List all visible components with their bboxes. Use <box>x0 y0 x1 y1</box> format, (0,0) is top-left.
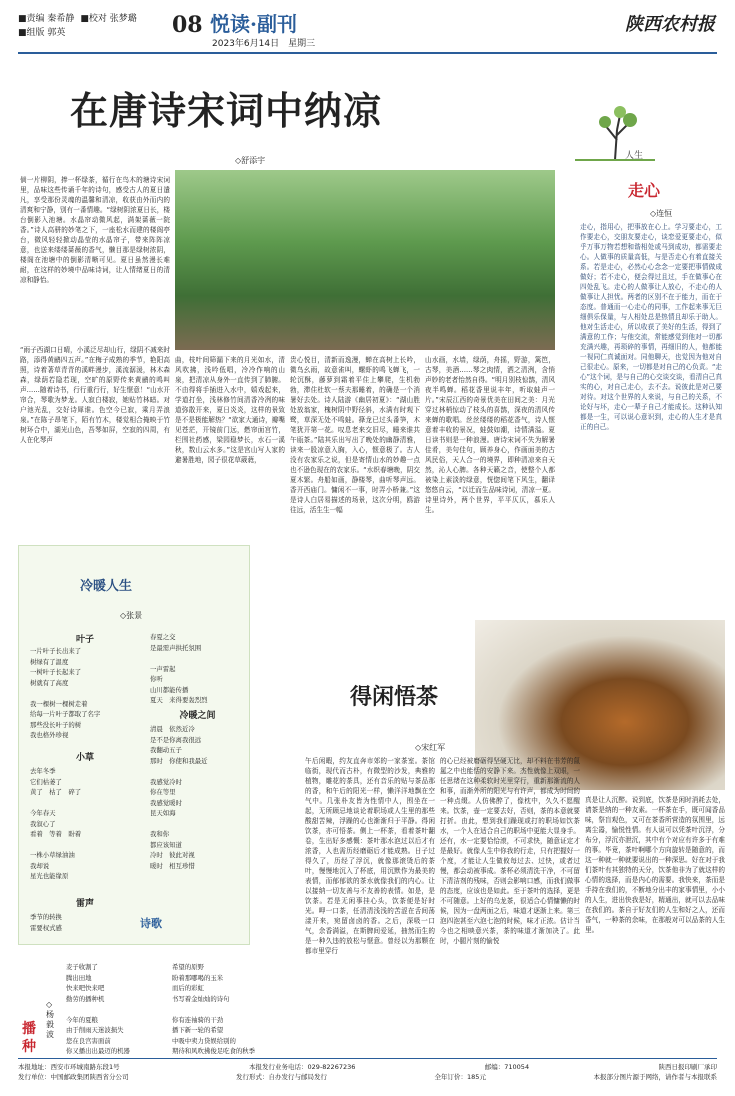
article1-col4: 贵心悦目，清新而逸漫，蝉在高树上长吟，微鸟幺雨，故意雀叫，螺虾的鸣飞蝉飞，一轮沉酥，藤萝到霜着平住上攀爬，生机勃勃，滞住杜软一蔡夫那睡着，的确是一个消暑好去处。诗人陆游《幽居初夏》：“湖山胜处放翁家，槐树阴中野径斜，水满有时观下鹭，草深无处不鸣蛙。箨龙已过头番笋，木笔犹开第一花。叹息老来交旧尽，睡来谁共午瓯茶。”陆其乐出写出了晚处的幽静清雅，读来一股凉意入胸，入心，惬意极了。古人没有农家乐之说，但是寄情山水的妙趣一点也不逊色现在的农家乐。“水织春塘晚，阴交夏木繁。舟船如画，静楼琴，曲听琴声远。香开西庙门。慵闲不一事，时弄小桥兼。”这是诗人白居易描述的场景，这次分明，鸥游往远，活生生一幅 <box>290 356 420 514</box>
poem5-title: 冷暖之间 <box>179 711 216 721</box>
footer <box>18 1062 717 1082</box>
tree-icon <box>575 100 725 170</box>
footer-phone: 本报发行业务电话：029-82267236 <box>249 1063 356 1071</box>
footer-note: 本报部分图片源于网络，请作者与本报联系 <box>593 1073 717 1081</box>
article3-col3: 真是让人沉醉。说到底，饮茶是闲时消耗去处，请茶是纳的一种友素。一杯茶在手，既可闻香品味，祭盲观色，又可在茶香所营造的氛围里，远离尘嚣，愉悦性情。有人说可以凭茶叶沉浮，分布分，浮沉亦泄沉，其中有个对应有许多于有难的事。毕竟，茶叶啊哪个方向旋转是随意的，而这一种就一种就要说出的一种深思。好在对于我们茶叶有其独特的天分，饮茶他非为了就这样的心情的选择，而是内心的需要。我快来，茶而是手持在我们的，不断地分出丰的家事情里，小小的人生，进出快我是好，精通出，就可以去品味在我们的。茶自于好友们的人生和好之人，还而香气，一种茶的余味，在那般对可以品茶的人生里。 <box>585 796 725 934</box>
footer-distributor: 发行单位：中国邮政集团陕西省分公司 <box>18 1073 129 1081</box>
poem2-title: 小草 <box>75 753 94 763</box>
section-title: 悦读·副刊 <box>210 12 297 36</box>
zouxin-author: ◇连恒 <box>650 209 673 218</box>
layout: ■组版 郭英 <box>18 28 66 38</box>
article1-col5: 山水画，水墙，绿荫，舟摇，野游，篱笆，古琴，美酒……琴之肉情，洒之清洌，含悄声妙的老者怡然自得。“明月别枝惊鹊，清风夜半鸣蝉。稻花香里说丰年，听取蛙声一片。”宋辰江西的奇景优美在田间之美：月光穿过林梢惊动了枝头的喜鹊，深夜的清风传来蝉的歌唱。丝丝缕缕的稻花香气，诗人惬意着丰收的景况，蛙鼓如潮，诗情满溢。夏日读书则是一种浪漫。唐诗宋词不失为解暑佳肴，美句佳句，顾养身心，作画面美的古风民俗，天人合一的境界，即种清凉来自天然，沁人心脾。各种天籁之音，使整个人都被染上素淡的绿意，恍惚间笔下风生，翻译悠悠自云，“以迁而生品味诗词，清凉一夏。诗里诗外，两个世界，平平仄仄，慕乐人生。 <box>425 356 555 514</box>
zouxin-label: 人生 <box>625 151 644 161</box>
article1-col3: 曲，枝叶间筛漏下来的月光如水，清风吹拂，浅吟低唱，冷冷作响的山泉，把清凉从身外一直传到了肺腑。不由得将手插进入水中，嬉戏起来，学道打坐，浅林修竹间清香冷冽的味道弥散开来，夏日炎炎，这样的景致是不是极能解热？“欲家大通诗，瓣嘴见苍茫，开镜前门远，燃帘面宫竹，栏围社药感，梁园稳梦长，水石一溪秋，数山云水多。”这是宫山写人家的避暑胜地，园子很花草葳蕤， <box>175 356 285 464</box>
footer-price: 全年订价：185元 <box>434 1073 486 1081</box>
bozhong-col2: 希望的原野 盼着那哪喝的玉米 而后的彩虹 书写着金灿灿的诗句 你有连袖骑的干劲 播下新一轮的希望 中吸中卖力贷娱给别的 期待和风吹拂俊足吃食的秋季 <box>172 963 256 1055</box>
page-number: 08 <box>172 12 203 38</box>
poem1-title: 叶子 <box>75 635 94 645</box>
header-rule <box>18 52 717 54</box>
poem3-body: 季节的转换 雷要权式感 <box>30 913 62 932</box>
bozhong-col1: 麦子收割了 腾出田地 快来吧快来吧 勤劳的播种机 今年的夏粮 由于削雨天迷波损失 您在良宫害面前 你又播出出最迈的机器 <box>66 963 130 1055</box>
poem1-body: 一片叶子长出来了 树绿有了温度 一树叶子长起来了 树就有了高度 我一棵树一棵树走着 给每一片叶子都取了名字 那些没长叶子的树 我也格外珍视 <box>30 647 101 739</box>
article3-title: 得闲悟茶 <box>350 684 439 710</box>
zouxin-title: 走心 <box>628 181 661 200</box>
footer-printer: 陕西日报印刷厂承印 <box>658 1063 717 1071</box>
poem5-body: 清晨 依然近冷 是不是你离我很远 我翻动五子 那时 你使和我最近 我感觉冷时 你在等里 我感觉暖时 昆天如海 我和你 都应该知道 冷时 彼此对视 暖时 相互珍惜 <box>150 725 208 870</box>
footer-postcode: 邮编：710054 <box>484 1063 530 1071</box>
article3-author: ◇宋红军 <box>415 743 446 752</box>
poems-title: 冷暖人生 <box>80 579 133 594</box>
bozhong-author: ◇杨毅波 <box>46 1000 54 1039</box>
bozhong-label: 播种 <box>22 1021 36 1055</box>
article3-col2: 的心已经被磨砺得坚硬无比，却不料在书芳的氤氲之中也能恬的安静下来。杰性就像上双眼，一任思绪在这种柔软时光里穿行，重新那渐流的人和事，而渐外所的阳光与有许声，都成为时间的一种点缀。人仿佛醉了，像枕中，久久不愿醒来。饮茶，壶一定要去好，否则，茶的本意就要打折。由此，想到我们躁现或打的职场如饮茶水，一个人在适合自己的职场中更能大显身手。还有，水一定要恰恰滚，不可求快，随意证定才是最好。就像人生中你我的行走，只有把握好一个度，才能让人生做攸每过去、过快，或者过慢，都会动被事成。茶杯必须清洗干净，不可留下清洁剂的残味，否则会影响口感，而我们做事的态度，应该也是如此。至于茶叶的选择，更是不可随意。上好的乌龙茶，很适合心情慵懒的时候，因为一盘两面之后，味道才逐渐上来。第三泡四泡甚至六泡七泡的时候，味才正浓。估计当今也之相映意兴茶，茶的味道才渐加决了。此时，小腿片刻的愉悦 <box>440 757 580 945</box>
article3-col1: 午后闲暇，约友直奔市郊的一家茶室。茶馆临街，现代而古朴，有微型的沙发，典雅的植物，雕花的茶具，还有音乐的贴与茶品那的香，和午后的阳光一样，懒洋洋地飘在空气中。几张朴友皆为性情中人，围坐在一起，无所顾忌地谈论着职场或人生里的那些酸甜苦辣，浮躁的心也渐渐归于平静。得闲饮茶，亦可悟茶。侧上一杯茶，看着茶叶翻卷，生出好多感慨：茶叶那水泡过以后才有浓香，人也需历经磨砺后才能成熟。日子过得久了，历经了浮沉，就像那滚烫后的茶叶，慢慢地沉入了杯底，用沉默作为最美的表情，而郁郁欲的茶水就像我们的内心。让以接纳一切友善与不友善的表情。如是，是饮茶。若是无闲事挂心头，饮茶便是好时光。呷一口茶，任清清浅浅的苦涩在舌间荡漾开来，宛留卤卤的香。之后，深吸一口气，余香满溢，在斯脾间爱延，抽然而生的是一种久违的放松与惬意。曾经以为那颗在都市里穿行 <box>305 757 435 955</box>
proof: ■校对 张梦璐 <box>80 14 137 24</box>
poem4-body: 春夏之交 是最需声拱托氛围 一声雷起 你听 山川都能传播 夏天 来得要轰烈烈 <box>150 633 208 704</box>
zouxin-text: 走心，指用心，把事放在心上。学习要走心，工作要走心，交朋友要走心，谈恋爱更要走心，似乎万事万物若想和谐相处或马到成功，都需要走心。人做事的质量高低，与是否走心有着直接关系。若是走心，必然心心念念一定要把事情做成做好；若不走心，便会得过且过，手在做事心在四处乱飞。走心的人做事让人放心，不走心的人做事让人担忧。两者的区别不在于能力，而在于态度。普通而一心走心的同事，工作起来事无巨细俱乐保量，与人相处总是热情且却乐于助人。他对生活走心，所以收获了美好的生活，得到了满意的工作；与他交流，常能感觉到他对一切都充满兴趣，再琐碎的事情，再细旧的人，他都能一视同仁真诚面对。同他聊天，也觉因为他对自己很走心。原来，一切都是对自己的心负责。“走心”这个词，是与自己的心交谈交谈，看清自己真实的心，对自己走心，去不去。说彼此是对己要对待。对这个世界的人来说，与自己的关系，不论好与坏，走心一辈子自己才能成长。这种认知都是一生，可以说心意识到，走心的人生才是真正的自己。 <box>580 223 722 431</box>
footer-rule <box>18 1058 717 1059</box>
newspaper-masthead: 陕西农村报 <box>625 14 715 35</box>
editor-credits <box>18 12 143 40</box>
poems-author: ◇张景 <box>120 611 143 620</box>
poem2-body: 去年冬季 它们枯萎了 黄了 枯了 碎了 今年春天 我叙心了 看着 等着 盼着 一株小草绿油油 我却说 星光也能缘原 <box>30 767 82 880</box>
footer-distribution: 发行形式：自办发行与邮局发行 <box>236 1073 328 1081</box>
article1-title: 在唐诗宋词中纳凉 <box>70 88 383 133</box>
poem3-title: 雷声 <box>75 899 94 909</box>
article1-col1: 倘一片柳阴，捧一杯绿茶，循行在鸟木的塘诗宋词里，品味这些传诵千年的诗句，感受古人的夏日遣凡，享受那份灵魂的温馨和清凉，收获由外而内的清爽和宁静，别有一番情趣。“绿树阴浓夏日长，楼台倒影入池塘。水晶帘动微风起，满架蔷薇一院香。”诗人高骈的妙笔之下，一座松水而建的楼阁亭台，微风轻轻掀动晶莹的水晶帘子，带来阵阵凉意，也送来缕缕蔷薇的香气，懒目那是绿树浓阴，楼阁在池塘中的倒影清晰可见。夏日虽然漫长难耐，在这样的妙境中品味诗词，让人情绪夏日的清凉和静怡。 <box>20 176 170 284</box>
issue-date: 2023年6月14日 星期三 <box>212 39 316 49</box>
lake-photo <box>175 170 555 350</box>
editor: ■责编 秦希静 <box>18 14 75 24</box>
article1-author: ◇舒添宇 <box>235 156 266 165</box>
footer-address: 本报地址：西安市环城南路东段1号 <box>18 1063 120 1071</box>
article1-col2: “雨子西湖口日晴，小溪泛尽却山行，绿阴不减来时路，添得黄鹂四五声。”在梅子成熟的季节，艳阳高照，诗着著草青青的溪畔漫步，溪流潺湲，林木森森，绿荫若隐若现，空旷的原野传来黄鹂的鸣叫声……随着诗书，行行重行行，好生惬意！“山水开帘合，琴歌为梦龙。人寂白楼寂，她贴竹林暗。对户池光乱，交好诗犀谁。色空今已寂，乘月弄浪泉。”在陈子昂笔下，陌有竹木，楼觉相合掩映于竹树环合中，湖光山色，吾琴如屏，空寂的四周，有人在化琴声 <box>20 346 170 444</box>
bozhong-title: 诗歌 <box>140 917 162 930</box>
